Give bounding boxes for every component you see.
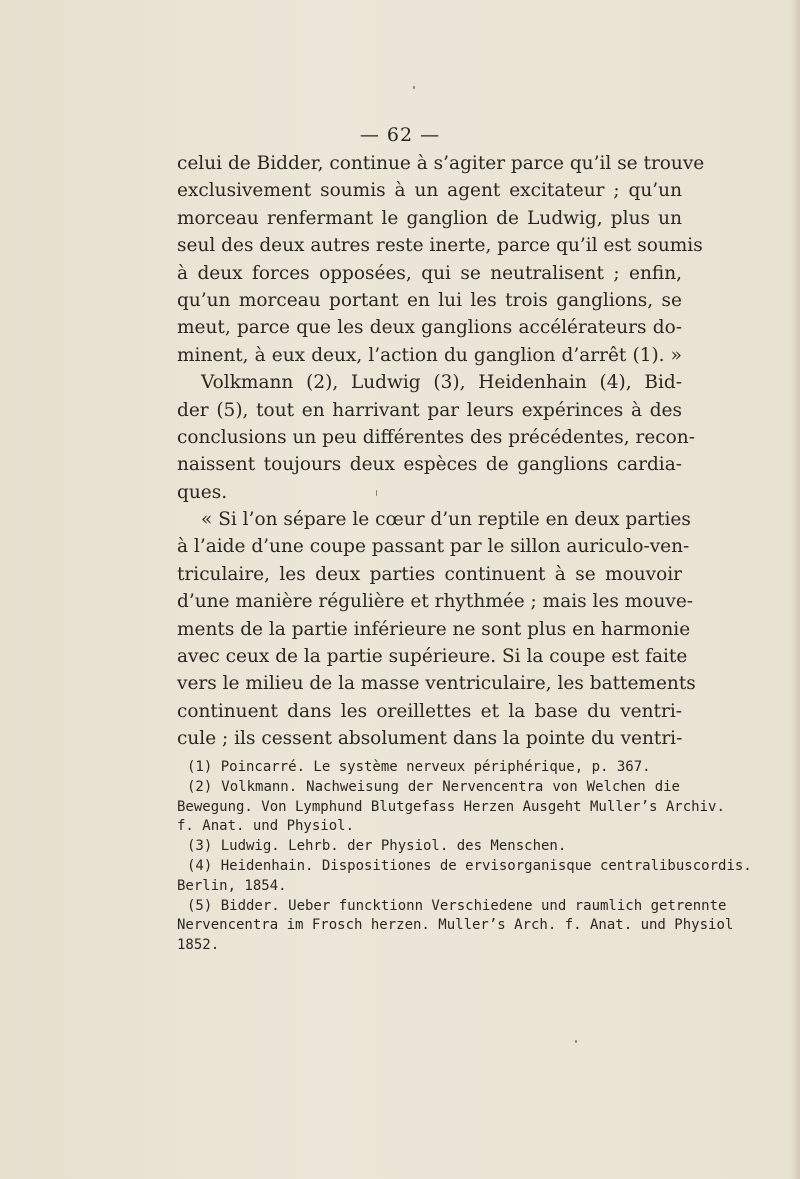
footnote-line: Nervencentra im Frosch herzen. Muller’s Arch. f. Anat. und Physiol [177, 917, 734, 934]
body-line: continuent dans les oreillettes et la base du ventri- [177, 700, 682, 722]
body-line: à l’aide d’une coupe passant par le sillon auriculo-ven- [177, 536, 690, 558]
footnote-line: Bewegung. Von Lymphund Blutgefass Herzen Ausgeht Muller’s Archiv. [177, 798, 725, 815]
body-line: minent, à eux deux, l’action du ganglion d’arrêt (1). » [177, 344, 682, 366]
paper-speck [413, 86, 415, 89]
body-line: conclusions un peu différentes des précédentes, recon- [177, 426, 695, 448]
page-edge-shadow [790, 0, 800, 1179]
footnote-line: 1852. [177, 937, 220, 954]
body-line: avec ceux de la partie supérieure. Si la coupe est faite [177, 646, 688, 668]
body-line: ments de la partie inférieure ne sont plus en harmonie [177, 618, 691, 640]
body-line: morceau renfermant le ganglion de Ludwig, plus un [177, 207, 682, 229]
footnote-line: (5) Bidder. Ueber funcktionn Verschiedene und raumlich getrennte [187, 897, 727, 914]
footnote-line: (4) Heidenhain. Dispositiones de ervisorganisque centralibuscordis. [187, 857, 752, 874]
body-line: celui de Bidder, continue à s’agiter parce qu’il se trouve [177, 153, 705, 174]
footnote-line: (1) Poincarré. Le système nerveux périphérique, p. 367. [187, 759, 651, 775]
body-line: qu’un morceau portant en lui les trois ganglions, se [177, 289, 682, 311]
body-line: d’une manière régulière et rhythmée ; mais les mouve- [177, 591, 694, 613]
body-line: meut, parce que les deux ganglions accélérateurs do- [177, 317, 682, 339]
paper-speck [575, 1040, 577, 1043]
body-line: triculaire, les deux parties continuent à se mouvoir [177, 563, 682, 585]
footnote-line: f. Anat. und Physiol. [177, 818, 355, 835]
page-number: — 62 — [359, 124, 441, 146]
body-line: der (5), tout en harrivant par leurs expérinces à des [177, 399, 682, 421]
body-line: exclusivement soumis à un agent excitateur ; qu’un [177, 180, 682, 202]
body-line: ques. [177, 481, 228, 503]
footnote-line: (3) Ludwig. Lehrb. der Physiol. des Menschen. [187, 838, 567, 855]
body-line: seul des deux autres reste inerte, parce qu’il est soumis [177, 235, 703, 257]
body-line: Volkmann (2), Ludwig (3), Heidenhain (4), Bid- [201, 372, 682, 394]
footnotes [177, 758, 752, 956]
footnote-line: Berlin, 1854. [177, 877, 287, 894]
footnote-line: (2) Volkmann. Nachweisung der Nervencentra von Welchen die [187, 778, 680, 795]
body-line: à deux forces opposées, qui se neutralisent ; enfin, [177, 262, 682, 284]
body-line: vers le milieu de la masse ventriculaire, les battements [177, 673, 696, 695]
body-text [177, 150, 705, 753]
body-line: naissent toujours deux espèces de ganglions cardia- [177, 454, 682, 476]
body-line: « Si l’on sépare le cœur d’un reptile en deux parties [201, 509, 691, 531]
body-line: cule ; ils cessent absolument dans la pointe du ventri- [177, 728, 683, 750]
